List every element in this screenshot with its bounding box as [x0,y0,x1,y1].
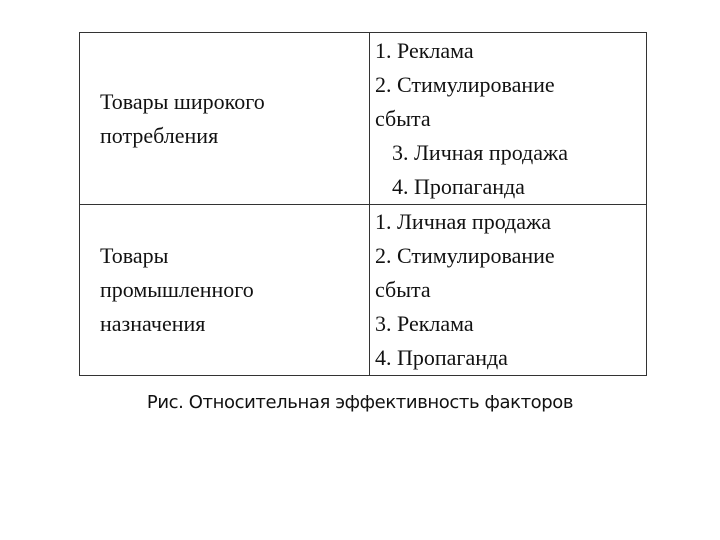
ranking-line: 3. Реклама [375,311,474,336]
ranking-line: 2. Стимулирование [375,71,555,97]
ranking-line: сбыта [375,105,431,131]
category-cell [80,33,370,205]
ranking-line: 3. Личная продажа [392,139,568,165]
ranking-line: 1. Личная продажа [375,209,551,234]
ranking-line: 2. Стимулирование [375,243,555,268]
category-line: Товары [100,243,169,268]
ranking-line: 4. Пропаганда [375,345,508,370]
category-cell [80,205,370,376]
ranking-line: 4. Пропаганда [392,173,525,199]
category-line: назначения [100,311,206,336]
category-line: Товары широкого [100,88,265,114]
factors-table [79,32,647,376]
ranking-line: сбыта [375,277,431,302]
ranking-cell [370,205,647,376]
category-line: промышленного [100,277,254,302]
table-row-industrial-goods [80,205,647,376]
category-line: потребления [100,122,219,148]
ranking-line: 1. Реклама [375,37,474,63]
ranking-cell [370,33,647,205]
figure-caption: Рис. Относительная эффективность факторов [146,392,574,413]
table-row-consumer-goods [80,33,647,205]
